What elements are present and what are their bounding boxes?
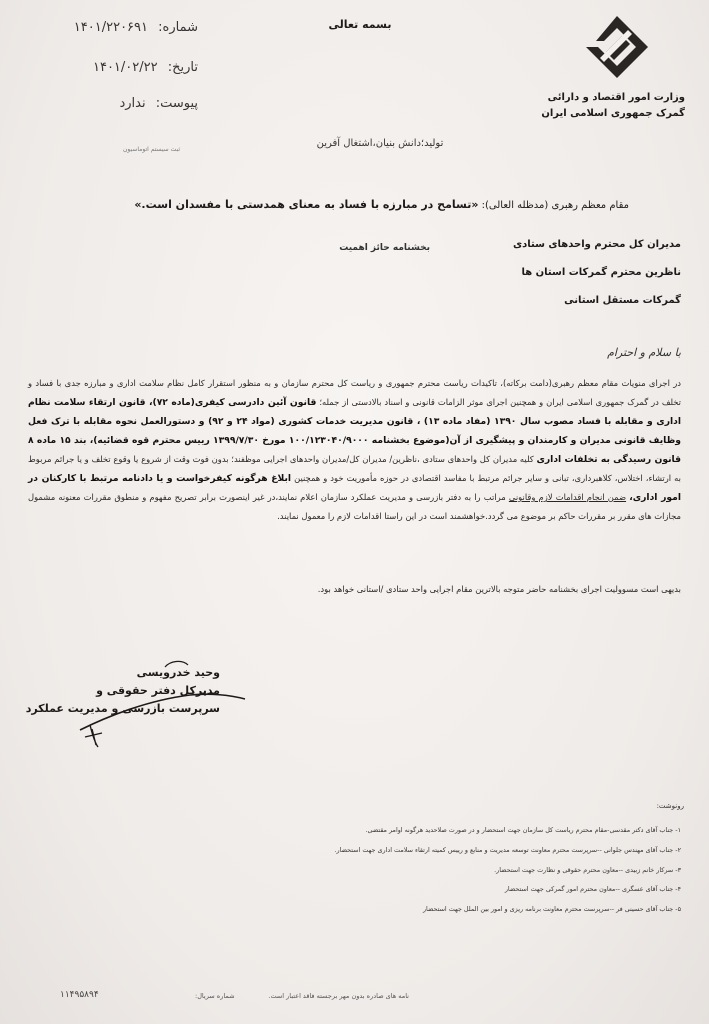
circular-label: بخشنامه حائز اهمیت xyxy=(339,243,430,253)
cc-item: ۲- جناب آقای مهندس جلوانی --سرپرست محترم معاونت توسعه مدیریت و منابع و رییس کمیته ارتقاء سلامت اداری جهت استحضار. xyxy=(334,846,681,854)
date-value: ۱۴۰۱/۰۲/۲۲ xyxy=(92,60,158,75)
closing-sentence: بدیهی است مسوولیت اجرای بخشنامه حاضر متوجه بالاترین مقام اجرایی واحد ستادی /استانی خواهد بود. xyxy=(317,584,681,594)
number-label: شماره: xyxy=(158,20,198,35)
body-legal-action: ضمن انجام اقدامات لازم وقانونی xyxy=(508,492,627,502)
body-intro: در اجرای منویات مقام معظم رهبری(دامت برکاته)، تاکیدات ریاست محترم جمهوری و ریاست کل محترم سازمان و به منظور استقرار کامل نظام سلامت اداری و مبارزه جدی با فساد و تخلف در گمرک جمهوری اسلامی ایران و همچنین اجرای موثر الزامات قانونی و اسناد بالادستی از جمله؛ xyxy=(28,378,682,407)
serial-number: ۱۱۴۹۵۸۹۴ xyxy=(60,990,99,1000)
signatory-block xyxy=(25,664,220,718)
leader-quote xyxy=(134,198,629,211)
bismillah-heading: بسمه تعالی xyxy=(328,18,392,31)
body-report: مراتب را به دفتر بازرسی و مدیریت عملکرد سازمان اعلام نمایند،در غیر اینصورت برابر تصریح مفهوم و منطوق مقررات معنونه مشمول مجازات های مقرر بر مقررات حاکم بر موضوع می گردد.خواهشمند است در این راستا اقدامات لازم را معمول نمایند. xyxy=(28,492,681,521)
ministry-name: وزارت امور اقتصاد و دارائی xyxy=(547,92,685,103)
serial-label: شماره سریال: xyxy=(195,992,235,1000)
letter-number xyxy=(28,20,198,35)
quote-text: «تسامح در مبارزه با فساد به معنای همدستی با مفسدان است.» xyxy=(134,198,479,211)
body-indictment: ابلاغ هرگونه کیفرخواست و یا دادنامه مرتبط با کارکنان در امور اداری، xyxy=(28,473,681,503)
body-obligation: کلیه مدیران کل واحدهای ستادی ،ناظرین/ مدیران کل/مدیران واحدهای اجرایی موظفند؛ بدون فوت وقت از شروع یا وقوع تخلف و یا جرائم مربوط به ارتشاء، اختلاس، کلاهبرداری، تبانی و سایر جرائم مرتبط با مفاسد اقتصادی در حوزه مأموریت خود و همچنین xyxy=(28,454,681,483)
number-value: ۱۴۰۱/۲۲۰۶۹۱ xyxy=(73,20,149,35)
letter-body xyxy=(28,374,681,526)
letter-date xyxy=(28,60,198,75)
organization-name: گمرک جمهوری اسلامی ایران xyxy=(541,108,685,119)
attachment-value: ندارد xyxy=(119,96,146,111)
cc-item: ۳- سرکار خانم زبیدی --معاون محترم حقوقی و نظارت جهت استحضار. xyxy=(494,866,681,874)
footer-validity-note: نامه های صادره بدون مهر برجسته فاقد اعتبار است. xyxy=(268,992,409,1000)
signatory-title-2: سرپرست بازرسی و مدیریت عملکرد xyxy=(25,702,220,715)
letter-attachment xyxy=(28,96,198,111)
cc-item: ۱- جناب آقای دکتر مقدسی-مقام محترم ریاست کل سازمان جهت استحضار و در صورت صلاحدید هرگونه اوامر مقتضی. xyxy=(365,826,681,834)
addressee-2: ناظرین محترم گمرکات استان ها xyxy=(521,267,681,278)
addressee-1: مدیران کل محترم واحدهای ستادی xyxy=(512,239,681,250)
cc-item: ۴- جناب آقای عسگری --معاون محترم امور گمرکی جهت استحضار xyxy=(504,885,681,893)
year-slogan: تولید؛دانش بنیان،اشتغال آفرین xyxy=(316,138,444,149)
signatory-title-1: مدیرکل دفتر حقوقی و xyxy=(96,684,220,697)
customs-logo-icon xyxy=(584,14,650,80)
ministry-block xyxy=(541,90,685,122)
body-laws: قانون آئین دادرسی کیفری(ماده ۷۲)، قانون ارتقاء سلامت نظام اداری و مقابله با فساد مصوب سال ۱۳۹۰ (مفاد ماده ۱۳) ، قانون مدیریت خدمات کشوری (مواد ۲۴ و ۹۲) و دستورالعمل نحوه مقابله با ترک فعل وظایف قانونی مدیران و کارمندان و پیشگیری از آن(موضوع بخشنامه ۱۰۰/۱۲۳۰۴۰/۹۰۰۰ مورخ ۱۳۹۹/۷/۳۰ رییس محترم قوه قضائیه)، بند ۱۵ ماده ۸ قانون رسیدگی به تخلفات اداری xyxy=(28,397,682,465)
cc-item: ۵- جناب آقای حسینی فر --سرپرست محترم معاونت برنامه ریزی و امور بین الملل جهت استحضار xyxy=(422,905,681,913)
quote-prefix: مقام معظم رهبری (مدظله العالی): xyxy=(481,200,629,211)
signatory-name: وحید خدرویسی xyxy=(136,666,220,679)
attachment-label: پیوست: xyxy=(155,96,198,111)
greeting: با سلام و احترام xyxy=(607,346,681,359)
date-label: تاریخ: xyxy=(167,60,198,75)
addressee-3: گمرکات مستقل استانی xyxy=(564,295,681,306)
cc-title: رونوشت: xyxy=(656,802,684,810)
automation-note: ثبت سیستم اتوماسیون xyxy=(122,146,180,153)
